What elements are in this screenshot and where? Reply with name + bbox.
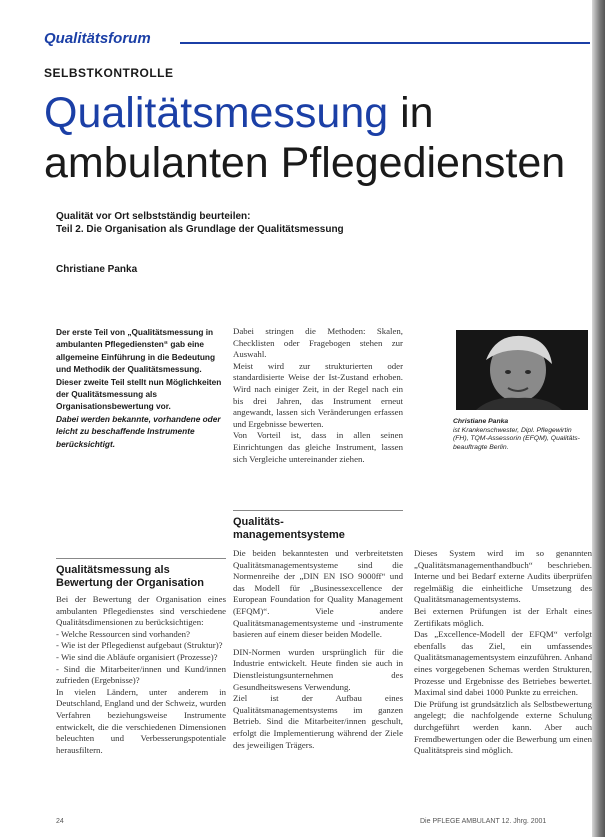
heading-line: Qualitäts-: [233, 516, 284, 528]
heading-line: Bewertung der Organisation: [56, 577, 204, 589]
caption-name: Christiane Panka: [453, 418, 509, 425]
column-2-top: [233, 326, 403, 465]
body-paragraph: Bei der Bewertung der Organisation eines ambulanten Pflegedienstes sind verschiedene Qualitätsdimensionen zu berücksichtigen:: [56, 594, 226, 628]
intro-text: [56, 326, 226, 450]
title-line-1: [44, 88, 604, 138]
body-paragraph: Dabei stringen die Methoden: Skalen, Checklisten oder Fragebogen stehen zur Auswahl.: [233, 326, 403, 360]
subtitle: [56, 210, 536, 236]
title-highlight: Qualitätsmessung: [44, 89, 389, 137]
section-rule: [180, 42, 590, 44]
list-item: - Wie sind die Abläufe organisiert (Prozesse)?: [56, 651, 218, 662]
divider: [233, 510, 403, 511]
intro-paragraph-2: Dieser zweite Teil stellt nun Möglichkeiten der Qualitätsmessung als Organisationsbewertung vor.: [56, 376, 222, 412]
subtitle-line-1: Qualität vor Ort selbstständig beurteilen:: [56, 211, 251, 222]
caption-line: beauftragte Berlin.: [453, 443, 509, 451]
portrait-image: [456, 330, 588, 410]
heading-bewertung-der-organisation: [56, 564, 226, 590]
article-title: [44, 88, 604, 188]
caption-line: ist Krankenschwester, Dipl. Pflegewirtin: [453, 426, 572, 434]
body-paragraph: In vielen Ländern, unter anderem in Deutschland, England und der Schweiz, wurden Verfahren beziehungsweise Instrumente entwickelt, die die verschiedenen Dimensionen beleuchten und Verbesserungspotentiale herausfiltern.: [56, 686, 226, 755]
body-paragraph: Die beiden bekanntesten und verbreitetsten Qualitätsmanagementsysteme sind die Normenreihe der „DIN EN ISO 9000ff“ und das Modell für „Businessexcellence der European Foundation for Quality Management (EFQM)“. Viele andere Qualitätsmanagementsysteme und -instrumente basieren auf einem dieser beiden Modelle.: [233, 548, 403, 640]
photo-caption: [453, 418, 593, 452]
body-paragraph: Meist wird zur strukturierten oder standardisierte Weise der Ist-Zustand erhoben. Wird nach einiger Zeit, in der Regel nach ein bis drei Jahren, das Instrument erneut angewandt, lassen sich Veränderungen erfassen und Ergebnisse bewerten.: [233, 360, 403, 429]
body-paragraph: Ziel ist der Aufbau eines Qualitätsmanagementsystems im ganzen Betrieb. Sind die Mitarbeiter/innen geschult, erfolgt die Implementierung während der Ziele des jeweiligen Trägers.: [233, 693, 403, 750]
column-2-bottom: [233, 548, 403, 751]
column-1-bottom: [56, 594, 226, 756]
list-item: - Welche Ressourcen sind vorhanden?: [56, 628, 190, 639]
intro-paragraph-3: Dabei werden bekannte, vorhandene oder leicht zu beschaffende Instrumente berücksichtigt.: [56, 413, 221, 449]
body-paragraph: Bei externen Prüfungen ist der Erhalt eines Zertifikats möglich.: [414, 605, 592, 628]
body-paragraph: Das „Excellence-Modell der EFQM“ verfolgt ebenfalls das Ziel, ein umfassendes Qualitätsmanagementsystem einzuführen. Anhand eines vorgegebenen Schemas werden Strukturen, Prozesse und Ergebnisse des Betriebes bewertet. Maximal sind dabei 1000 Punkte zu erreichen.: [414, 629, 592, 698]
divider: [56, 558, 226, 559]
page-number: 24: [56, 818, 64, 825]
list-item: - Sind die Mitarbeiter/innen und Kund/innen zufrieden (Ergebnisse)?: [56, 663, 226, 686]
heading-line: managementsysteme: [233, 529, 345, 541]
author-photo: [456, 330, 588, 410]
intro-paragraph-1: Der erste Teil von „Qualitätsmessung in ambulanten Pflegediensten“ gab eine allgemeine Einführung in die Bedeutung und Methodik der Qualitätsmessung.: [56, 327, 216, 375]
heading-line: Qualitätsmessung als: [56, 564, 170, 576]
body-paragraph: DIN-Normen wurden ursprünglich für die Industrie entwickelt. Heute finden sie auch in Dienstleistungsunternehmen des Gesundheitswesens Verwendung.: [233, 646, 403, 692]
caption-line: (FH), TQM-Assessorin (EFQM), Qualitäts-: [453, 435, 580, 443]
body-paragraph: Die Prüfung ist grundsätzlich als Selbstbewertung angelegt; die nachfolgende externe Schulung durchgeführt werden kann. Aber auch Fremdbewertungen oder die Bewerbung um einen Qualitätspreis sind möglich.: [414, 698, 592, 756]
journal-footer: Die PFLEGE AMBULANT 12. Jhrg. 2001: [420, 818, 547, 825]
list-item: - Wie ist der Pflegedienst aufgebaut (Struktur)?: [56, 640, 223, 651]
title-line-1-rest: in: [388, 89, 434, 137]
body-paragraph: Dieses System wird im so genannten „Qualitätsmanagementhandbuch“ beschrieben. Interne und bei Bedarf externe Audits überprüfen regelmäßig die einheitliche Umsetzung des Qualitätsmanagementsystems.: [414, 548, 592, 605]
section-tag: Qualitätsforum: [44, 30, 151, 47]
body-paragraph: Von Vorteil ist, dass in allen seinen Einrichtungen das gleiche Instrument, lassen sich Vergleiche untereinander ziehen.: [233, 430, 403, 464]
heading-qualitaetsmanagementsysteme: [233, 516, 403, 542]
author: Christiane Panka: [56, 264, 138, 275]
column-3: [414, 548, 592, 757]
title-line-2: ambulanten Pflegediensten: [44, 139, 566, 187]
kicker: SELBSTKONTROLLE: [44, 66, 174, 80]
subtitle-line-2: Teil 2. Die Organisation als Grundlage der Qualitätsmessung: [56, 224, 344, 235]
